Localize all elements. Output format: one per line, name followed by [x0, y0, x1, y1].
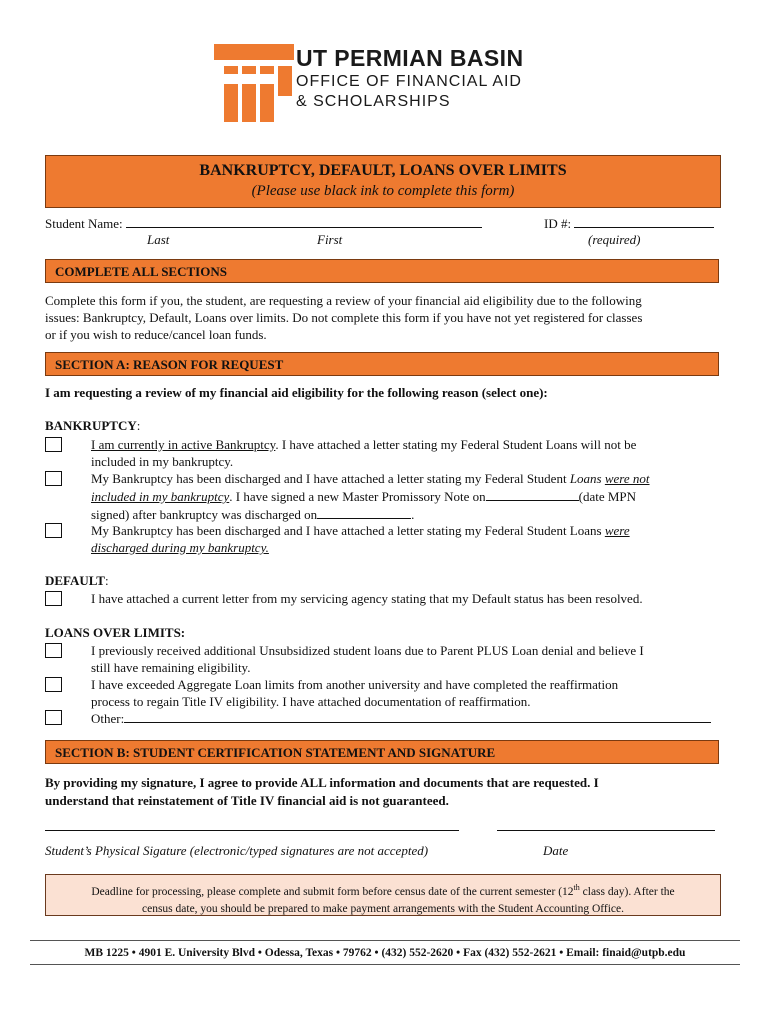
- student-name-field[interactable]: [126, 214, 482, 228]
- option-default-resolved: I have attached a current letter from my servicing agency stating that my Default status has been resolved.: [91, 591, 643, 606]
- option-text: .: [411, 507, 415, 522]
- option-text: process to regain Title IV eligibility. I have attached documentation of reaffirmation.: [91, 694, 531, 709]
- complete-all-sections-heading: COMPLETE ALL SECTIONS: [45, 259, 719, 283]
- certification-line: understand that reinstatement of Title IV financial aid is not guaranteed.: [45, 793, 449, 808]
- option-text-italic-underlined: were: [604, 523, 630, 538]
- option-text: . I have signed a new Master Promissory Note on: [229, 489, 486, 504]
- brand-title: UT PERMIAN BASIN: [296, 45, 524, 71]
- id-required-caption: (required): [588, 232, 641, 247]
- option-text: My Bankruptcy has been discharged and I have attached a letter stating my Federal Student: [91, 471, 570, 486]
- option-text: included in my bankruptcy.: [91, 454, 234, 469]
- option-other: [91, 709, 731, 727]
- footer-divider: [30, 940, 740, 941]
- checkbox-bankruptcy-active[interactable]: [45, 437, 62, 452]
- date-field[interactable]: [497, 830, 715, 831]
- bankruptcy-colon: :: [136, 418, 141, 433]
- option-text-underlined: I am currently in active Bankruptcy: [91, 437, 276, 452]
- signature-field[interactable]: [45, 830, 459, 831]
- bankruptcy-label: BANKRUPTCY: [45, 418, 137, 433]
- footer-divider: [30, 964, 740, 965]
- certification-statement: [45, 774, 599, 810]
- deadline-superscript: th: [573, 883, 580, 892]
- student-id-row: [544, 214, 714, 232]
- student-id-label: ID #:: [544, 216, 572, 231]
- section-a-heading: SECTION A: REASON FOR REQUEST: [45, 352, 719, 376]
- checkbox-parent-plus-denial[interactable]: [45, 643, 62, 658]
- checkbox-default-resolved[interactable]: [45, 591, 62, 606]
- option-text: I have exceeded Aggregate Loan limits from another university and have completed the reaffirmation: [91, 677, 619, 692]
- option-text-italic-underlined: included in my bankruptcy: [91, 489, 230, 504]
- form-title-box: [45, 155, 721, 208]
- student-name-label: Student Name:: [45, 216, 123, 231]
- checkbox-other[interactable]: [45, 710, 62, 725]
- student-name-row: [45, 214, 482, 232]
- section-b-heading: SECTION B: STUDENT CERTIFICATION STATEMENT AND SIGNATURE: [45, 740, 719, 764]
- deadline-notice: [45, 874, 721, 916]
- instructions-line: or if you wish to reduce/cancel loan funds.: [45, 327, 267, 342]
- checkbox-bankruptcy-discharged-not-included[interactable]: [45, 471, 62, 486]
- discharge-date-field[interactable]: [317, 505, 411, 519]
- option-text: signed) after bankruptcy was discharged on: [91, 507, 318, 522]
- loans-over-limits-heading: LOANS OVER LIMITS:: [45, 625, 186, 640]
- instructions-line: issues: Bankruptcy, Default, Loans over limits. Do not complete this form if you have not yet registered for classes: [45, 310, 643, 325]
- option-aggregate-limits: [91, 676, 731, 710]
- option-text-italic-underlined: discharged during my bankruptcy.: [91, 540, 269, 555]
- brand-block: [296, 44, 523, 112]
- footer-address: MB 1225 • 4901 E. University Blvd • Odessa, Texas • 79762 • (432) 552-2620 • Fax (432) 552-2621 • Email: finaid@utpb.edu: [84, 947, 686, 959]
- signature-caption: Student’s Physical Sigature (electronic/typed signatures are not accepted): [45, 843, 429, 858]
- option-bankruptcy-discharged-not-included: [91, 470, 731, 523]
- option-parent-plus-denial: [91, 642, 731, 676]
- section-a-intro: I am requesting a review of my financial aid eligibility for the following reason (select one):: [45, 385, 548, 400]
- option-text: My Bankruptcy has been discharged and I have attached a letter stating my Federal Student Loans: [91, 523, 605, 538]
- mpn-date-field[interactable]: [486, 487, 579, 501]
- bankruptcy-heading: [45, 418, 140, 434]
- brand-subtitle-line2: & SCHOLARSHIPS: [296, 93, 451, 110]
- form-subtitle: (Please use black ink to complete this form): [251, 183, 515, 199]
- option-text: (date MPN: [578, 489, 637, 504]
- checkbox-bankruptcy-discharged-during[interactable]: [45, 523, 62, 538]
- default-heading: [45, 573, 109, 589]
- deadline-text: Deadline for processing, please complete and submit form before census date of the current semester (12: [91, 885, 574, 898]
- option-text: I previously received additional Unsubsidized student loans due to Parent PLUS Loan denial and believe I: [91, 643, 644, 658]
- form-title: BANKRUPTCY, DEFAULT, LOANS OVER LIMITS: [199, 162, 567, 179]
- deadline-text: class day). After the: [579, 885, 675, 898]
- other-label: Other:: [91, 711, 125, 726]
- last-name-caption: Last: [147, 232, 170, 247]
- default-colon: :: [104, 573, 109, 588]
- default-label: DEFAULT: [45, 573, 105, 588]
- other-reason-field[interactable]: [124, 709, 711, 723]
- instructions-line: Complete this form if you, the student, are requesting a review of your financial aid eligibility due to the following: [45, 293, 642, 308]
- option-bankruptcy-active: [91, 436, 731, 470]
- option-text: still have remaining eligibility.: [91, 660, 251, 675]
- option-text-italic-underlined: were not: [604, 471, 650, 486]
- option-text-italic: Loans: [569, 471, 605, 486]
- student-id-field[interactable]: [574, 214, 714, 228]
- date-caption: Date: [543, 843, 569, 858]
- option-bankruptcy-discharged-during: [91, 522, 731, 556]
- checkbox-aggregate-limits[interactable]: [45, 677, 62, 692]
- brand-subtitle-line1: OFFICE OF FINANCIAL AID: [296, 73, 522, 90]
- certification-line: By providing my signature, I agree to provide ALL information and documents that are requested. I: [45, 775, 599, 790]
- option-text: . I have attached a letter stating my Federal Student Loans will not be: [275, 437, 637, 452]
- deadline-text: census date, you should be prepared to make payment arrangements with the Student Accounting Office.: [141, 902, 624, 915]
- utpb-logo-icon: [214, 44, 294, 122]
- instructions-text: [45, 292, 642, 343]
- first-name-caption: First: [317, 232, 343, 247]
